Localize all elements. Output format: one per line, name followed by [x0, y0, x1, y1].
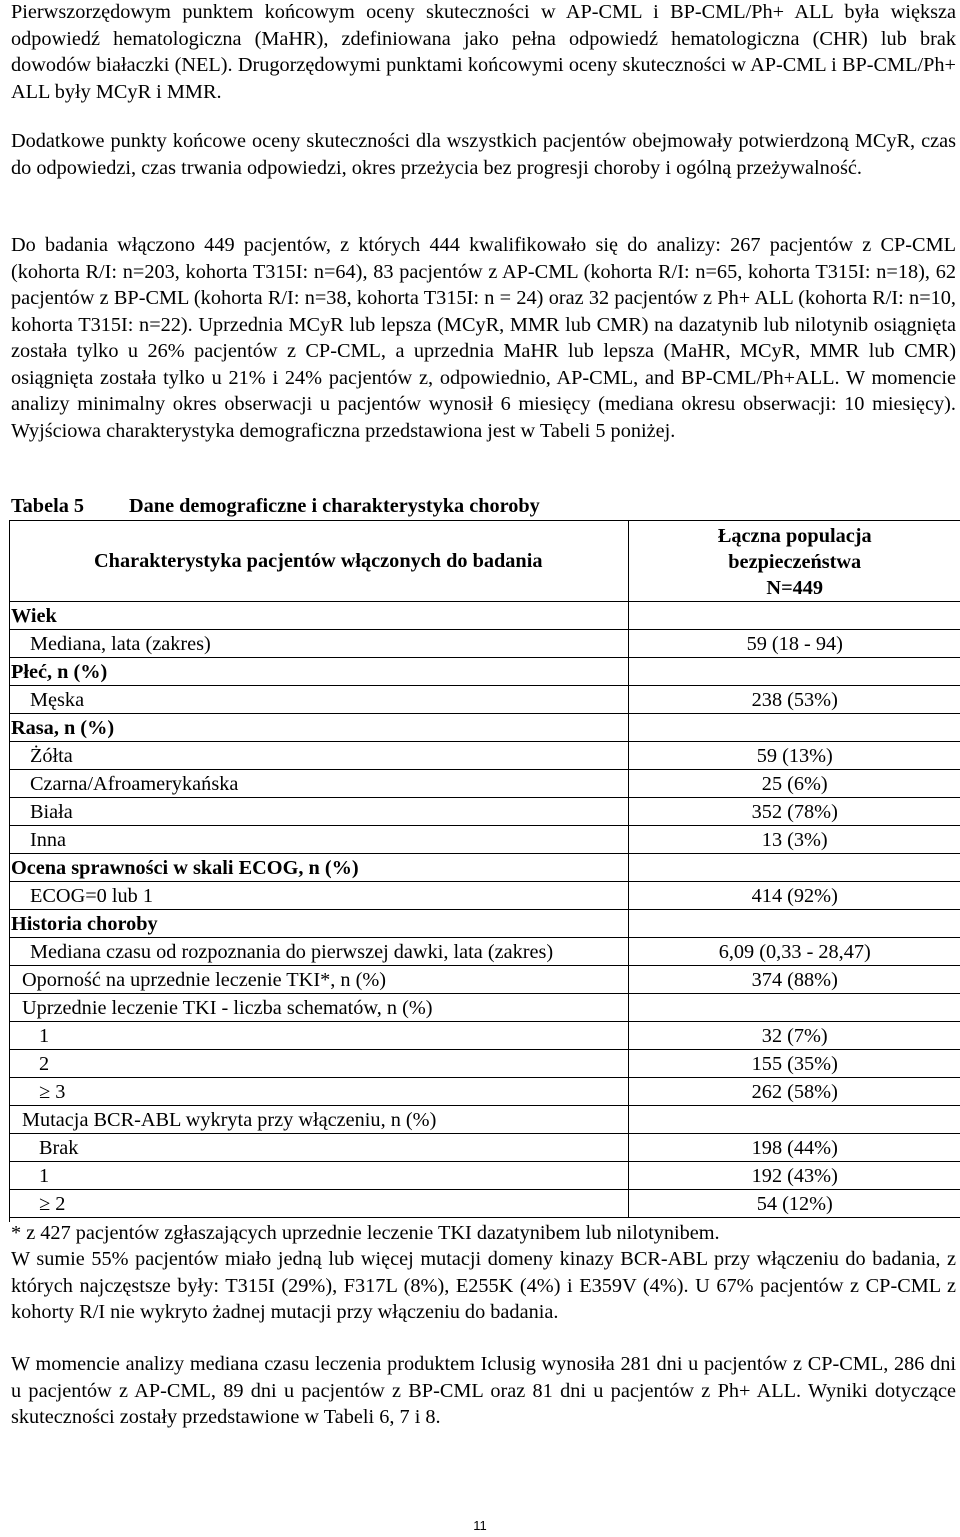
row-category-label: Rasa, n (%) [9, 714, 628, 742]
row-label: Mediana, lata (zakres) [9, 630, 628, 658]
row-value [628, 1106, 960, 1134]
row-label: Inna [9, 826, 628, 854]
row-value: 59 (13%) [628, 742, 960, 770]
table-row [9, 882, 960, 910]
header-characteristics: Charakterystyka pacjentów włączonych do badania [9, 521, 628, 602]
table-number: Tabela 5 [11, 495, 85, 517]
table-header-row [9, 521, 960, 602]
table-row [9, 854, 960, 882]
row-category-label: Wiek [9, 602, 628, 630]
row-label: Oporność na uprzednie leczenie TKI*, n (%) [9, 966, 628, 994]
row-value [628, 994, 960, 1022]
row-category-label: Historia choroby [9, 910, 628, 938]
row-value [628, 658, 960, 686]
table-footnote-row [9, 1218, 960, 1247]
table-row [9, 994, 960, 1022]
table-row [9, 742, 960, 770]
row-value: 25 (6%) [628, 770, 960, 798]
row-value [628, 910, 960, 938]
row-value: 198 (44%) [628, 1134, 960, 1162]
page-number: 11 [473, 1518, 487, 1533]
table-caption [11, 493, 956, 520]
table-row [9, 1162, 960, 1190]
table-row [9, 1190, 960, 1218]
table-row [9, 770, 960, 798]
row-label: 1 [9, 1162, 628, 1190]
paragraph-primary-endpoint: Pierwszorzędowym punktem końcowym oceny skuteczności w AP-CML i BP-CML/Ph+ ALL była większa odpowiedź hematologiczna (MaHR), zdefiniowana jako pełna odpowiedź hematologiczna (CHR) lub brak dowodów białaczki (NEL). Drugorzędowymi punktami końcowymi oceny skuteczności w AP-CML i BP-CML/Ph+ ALL były MCyR i MMR. [11, 1, 956, 103]
row-label: Mutacja BCR-ABL wykryta przy włączeniu, n (%) [9, 1106, 628, 1134]
header-population-line1: Łączna populacja [717, 525, 872, 547]
row-value: 238 (53%) [628, 686, 960, 714]
table-footnote: * z 427 pacjentów zgłaszających uprzednie leczenie TKI dazatynibem lub nilotynibem. [11, 1221, 720, 1244]
paragraph-additional-endpoints: Dodatkowe punkty końcowe oceny skuteczności dla wszystkich pacjentów obejmowały potwierdzoną MCyR, czas do odpowiedzi, czas trwania odpowiedzi, okres przeżycia bez progresji choroby i ogólną przeżywalność. [11, 130, 956, 179]
row-label: Męska [9, 686, 628, 714]
row-value [628, 854, 960, 882]
row-label: Uprzednie leczenie TKI - liczba schematów, n (%) [9, 994, 628, 1022]
row-value: 32 (7%) [628, 1022, 960, 1050]
table-row [9, 1106, 960, 1134]
row-label: ECOG=0 lub 1 [9, 882, 628, 910]
table-row [9, 910, 960, 938]
row-value: 192 (43%) [628, 1162, 960, 1190]
row-label: Biała [9, 798, 628, 826]
table-row [9, 1022, 960, 1050]
table-row [9, 602, 960, 630]
table-row [9, 630, 960, 658]
row-value [628, 714, 960, 742]
table-row [9, 798, 960, 826]
row-value: 6,09 (0,33 - 28,47) [628, 938, 960, 966]
row-category-label: Ocena sprawności w skali ECOG, n (%) [9, 854, 628, 882]
row-value [628, 602, 960, 630]
table-row [9, 826, 960, 854]
row-label: Czarna/Afroamerykańska [9, 770, 628, 798]
row-value: 262 (58%) [628, 1078, 960, 1106]
paragraph-mutations: W sumie 55% pacjentów miało jedną lub więcej mutacji domeny kinazy BCR-ABL przy włączeniu do badania, z których najczęstsze były: T315I (29%), F317L (8%), E255K (4%) i E359V (4%). U 67% pacjentów z CP-CML z kohorty R/I nie wykryto żadnej mutacji przy włączeniu do badania. [11, 1248, 956, 1323]
row-value: 13 (3%) [628, 826, 960, 854]
row-label: 2 [9, 1050, 628, 1078]
row-label: Brak [9, 1134, 628, 1162]
header-population-line3: N=449 [766, 577, 824, 599]
table-row [9, 1050, 960, 1078]
row-category-label: Płeć, n (%) [9, 658, 628, 686]
table-row [9, 1134, 960, 1162]
table-row [9, 938, 960, 966]
row-value: 374 (88%) [628, 966, 960, 994]
row-value: 414 (92%) [628, 882, 960, 910]
header-population [628, 521, 960, 602]
paragraph-study-population: Do badania włączono 449 pacjentów, z których 444 kwalifikowało się do analizy: 267 pacjentów z CP-CML (kohorta R/I: n=203, kohorta T315I: n=64), 83 pacjentów z AP-CML (kohorta R/I: n=65, kohorta T315I: n=18), 62 pacjentów z BP-CML (kohorta R/I: n=38, kohorta T315I: n = 24) oraz 32 pacjentów z Ph+ ALL (kohorta R/I: n=10, kohorta T315I: n=22). Uprzednia MCyR lub lepsza (MCyR, MMR lub CMR) na dazatynib lub nilotynib osiągnięta została tylko u 26% pacjentów z CP-CML, a uprzednia MaHR lub lepsza (MaHR, MCyR, MMR lub CMR) osiągnięta została tylko u 21% i 24% pacjentów z, odpowiednio, AP-CML, and BP-CML/Ph+ALL. W momencie analizy minimalny okres obserwacji u pacjentów wynosił 6 miesięcy (mediana okresu obserwacji: 10 miesięcy). Wyjściowa charakterystyka demograficzna przedstawiona jest w Tabeli 5 poniżej. [11, 234, 956, 442]
header-population-line2: bezpieczeństwa [728, 551, 862, 573]
table-row [9, 686, 960, 714]
row-label: Mediana czasu od rozpoznania do pierwszej dawki, lata (zakres) [9, 938, 628, 966]
row-label: ≥ 3 [9, 1078, 628, 1106]
row-label: ≥ 2 [9, 1190, 628, 1218]
row-value: 352 (78%) [628, 798, 960, 826]
table-row [9, 966, 960, 994]
row-value: 54 (12%) [628, 1190, 960, 1218]
table-row [9, 1078, 960, 1106]
table-row [9, 714, 960, 742]
paragraph-treatment-duration: W momencie analizy mediana czasu leczenia produktem Iclusig wynosiła 281 dni u pacjentów z CP-CML, 286 dni u pacjentów z AP-CML, 89 dni u pacjentów z BP-CML oraz 81 dni u pacjentów z Ph+ ALL. Wyniki dotyczące skuteczności zostały przedstawione w Tabeli 6, 7 i 8. [11, 1353, 956, 1428]
row-value: 59 (18 - 94) [628, 630, 960, 658]
row-label: 1 [9, 1022, 628, 1050]
row-label: Żółta [9, 742, 628, 770]
table-row [9, 658, 960, 686]
demographics-table [9, 520, 960, 1246]
row-value: 155 (35%) [628, 1050, 960, 1078]
table-title: Dane demograficzne i charakterystyka choroby [129, 495, 540, 517]
